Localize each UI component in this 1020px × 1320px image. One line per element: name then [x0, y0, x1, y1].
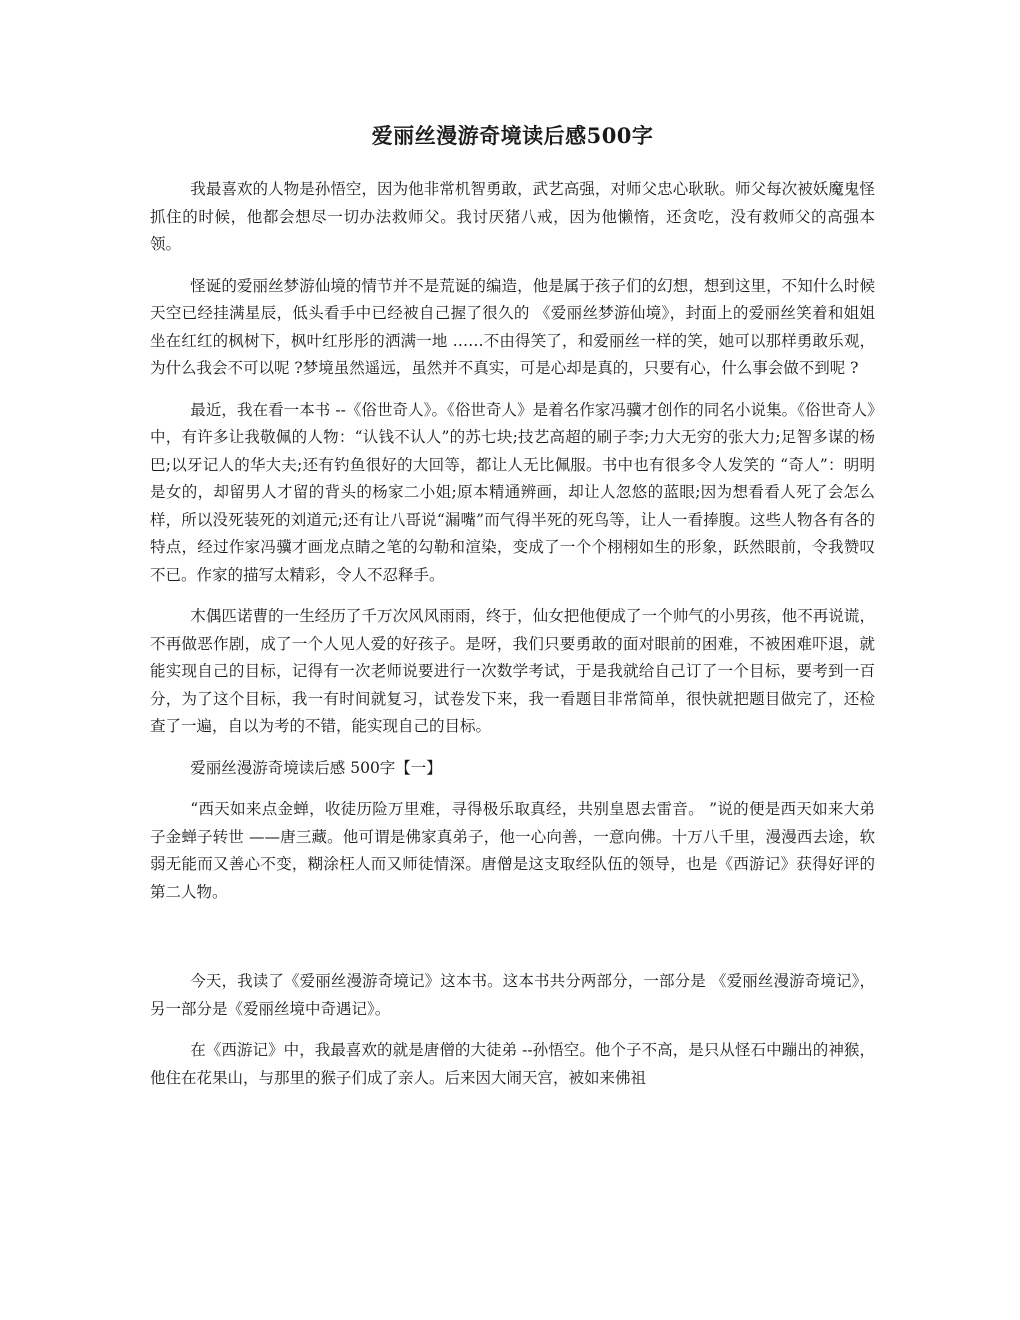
section-heading: 爱丽丝漫游奇境读后感 500字【一】	[190, 758, 442, 777]
paragraph-3: 最近，我在看一本书 --《俗世奇人》。《俗世奇人》是着名作家冯骥才创作的同名小说集。《俗世奇人》中，有许多让我敬佩的人物：“认钱不认人”的苏七块;技艺高超的刷子李;力大无穷的张大力;足智多谋的杨巴;以牙记人的华大夫;还有钓鱼很好的大回等，都让人无比佩服。书中也有很多令人发笑的 “奇人”：明明是女的，却留男人才留的背头的杨家二小姐;原本精通辨画，却让人忽悠的蓝眼;因为想看看人死了会怎么样，所以没死装死的刘道元;还有让八哥说“漏嘴”而气得半死的死鸟等，让人一看捧腹。这些人物各有各的特点，经过作家冯骥才画龙点睛之笔的勾勒和渲染，变成了一个个栩栩如生的形象，跃然眼前，令我赞叹不已。作家的描写太精彩，令人不忍释手。	[150, 400, 875, 584]
document-title: 爱丽丝漫游奇境读后感500字	[371, 123, 654, 148]
paragraph-1: 我最喜欢的人物是孙悟空，因为他非常机智勇敢，武艺高强，对师父忠心耿耿。师父每次被妖魔鬼怪抓住的时候，他都会想尽一切办法救师父。我讨厌猪八戒，因为他懒惰，还贪吃，没有救师父的高强本领。	[150, 180, 875, 253]
paragraph-7: 在《西游记》中，我最喜欢的就是唐僧的大徒弟 --孙悟空。他个子不高，是只从怪石中蹦出的神猴，他住在花果山，与那里的猴子们成了亲人。后来因大闹天宫，被如来佛祖	[150, 1041, 875, 1087]
paragraph-2: 怪诞的爱丽丝梦游仙境的情节并不是荒诞的编造，他是属于孩子们的幻想，想到这里，不知什么时候天空已经挂满星辰，低头看手中已经被自己握了很久的 《爱丽丝梦游仙境》，封面上的爱丽丝笑着和姐姐坐在红红的枫树下，枫叶红彤彤的洒满一地 ……不由得笑了，和爱丽丝一样的笑，她可以那样勇敢乐观，为什么我会不可以呢 ?梦境虽然遥远，虽然并不真实，可是心却是真的，只要有心，什么事会做不到呢 ?	[150, 276, 875, 377]
document-page	[150, 118, 875, 1106]
paragraph-5: “西天如来点金蝉，收徒历险万里难，寻得极乐取真经，共别皇恩去雷音。 ”说的便是西天如来大弟子金蝉子转世 ——唐三藏。他可谓是佛家真弟子，他一心向善，一意向佛。十万八千里，漫漫西去途，软弱无能而又善心不变，糊涂枉人而又师徒情深。唐僧是这支取经队伍的领导，也是《西游记》获得好评的第二人物。	[150, 800, 875, 901]
paragraph-6: 今天，我读了《爱丽丝漫游奇境记》这本书。这本书共分两部分，一部分是 《爱丽丝漫游奇境记》，另一部分是《爱丽丝境中奇遇记》。	[150, 972, 875, 1018]
paragraph-4: 木偶匹诺曹的一生经历了千万次风风雨雨，终于，仙女把他便成了一个帅气的小男孩，他不再说谎，不再做恶作剧，成了一个人见人爱的好孩子。是呀，我们只要勇敢的面对眼前的困难，不被困难吓退，就能实现自己的目标，记得有一次老师说要进行一次数学考试，于是我就给自己订了一个目标，要考到一百分，为了这个目标，我一有时间就复习，试卷发下来，我一看题目非常简单，很快就把题目做完了，还检查了一遍，自以为考的不错，能实现自己的目标。	[150, 607, 875, 735]
blank-gap	[150, 920, 875, 968]
